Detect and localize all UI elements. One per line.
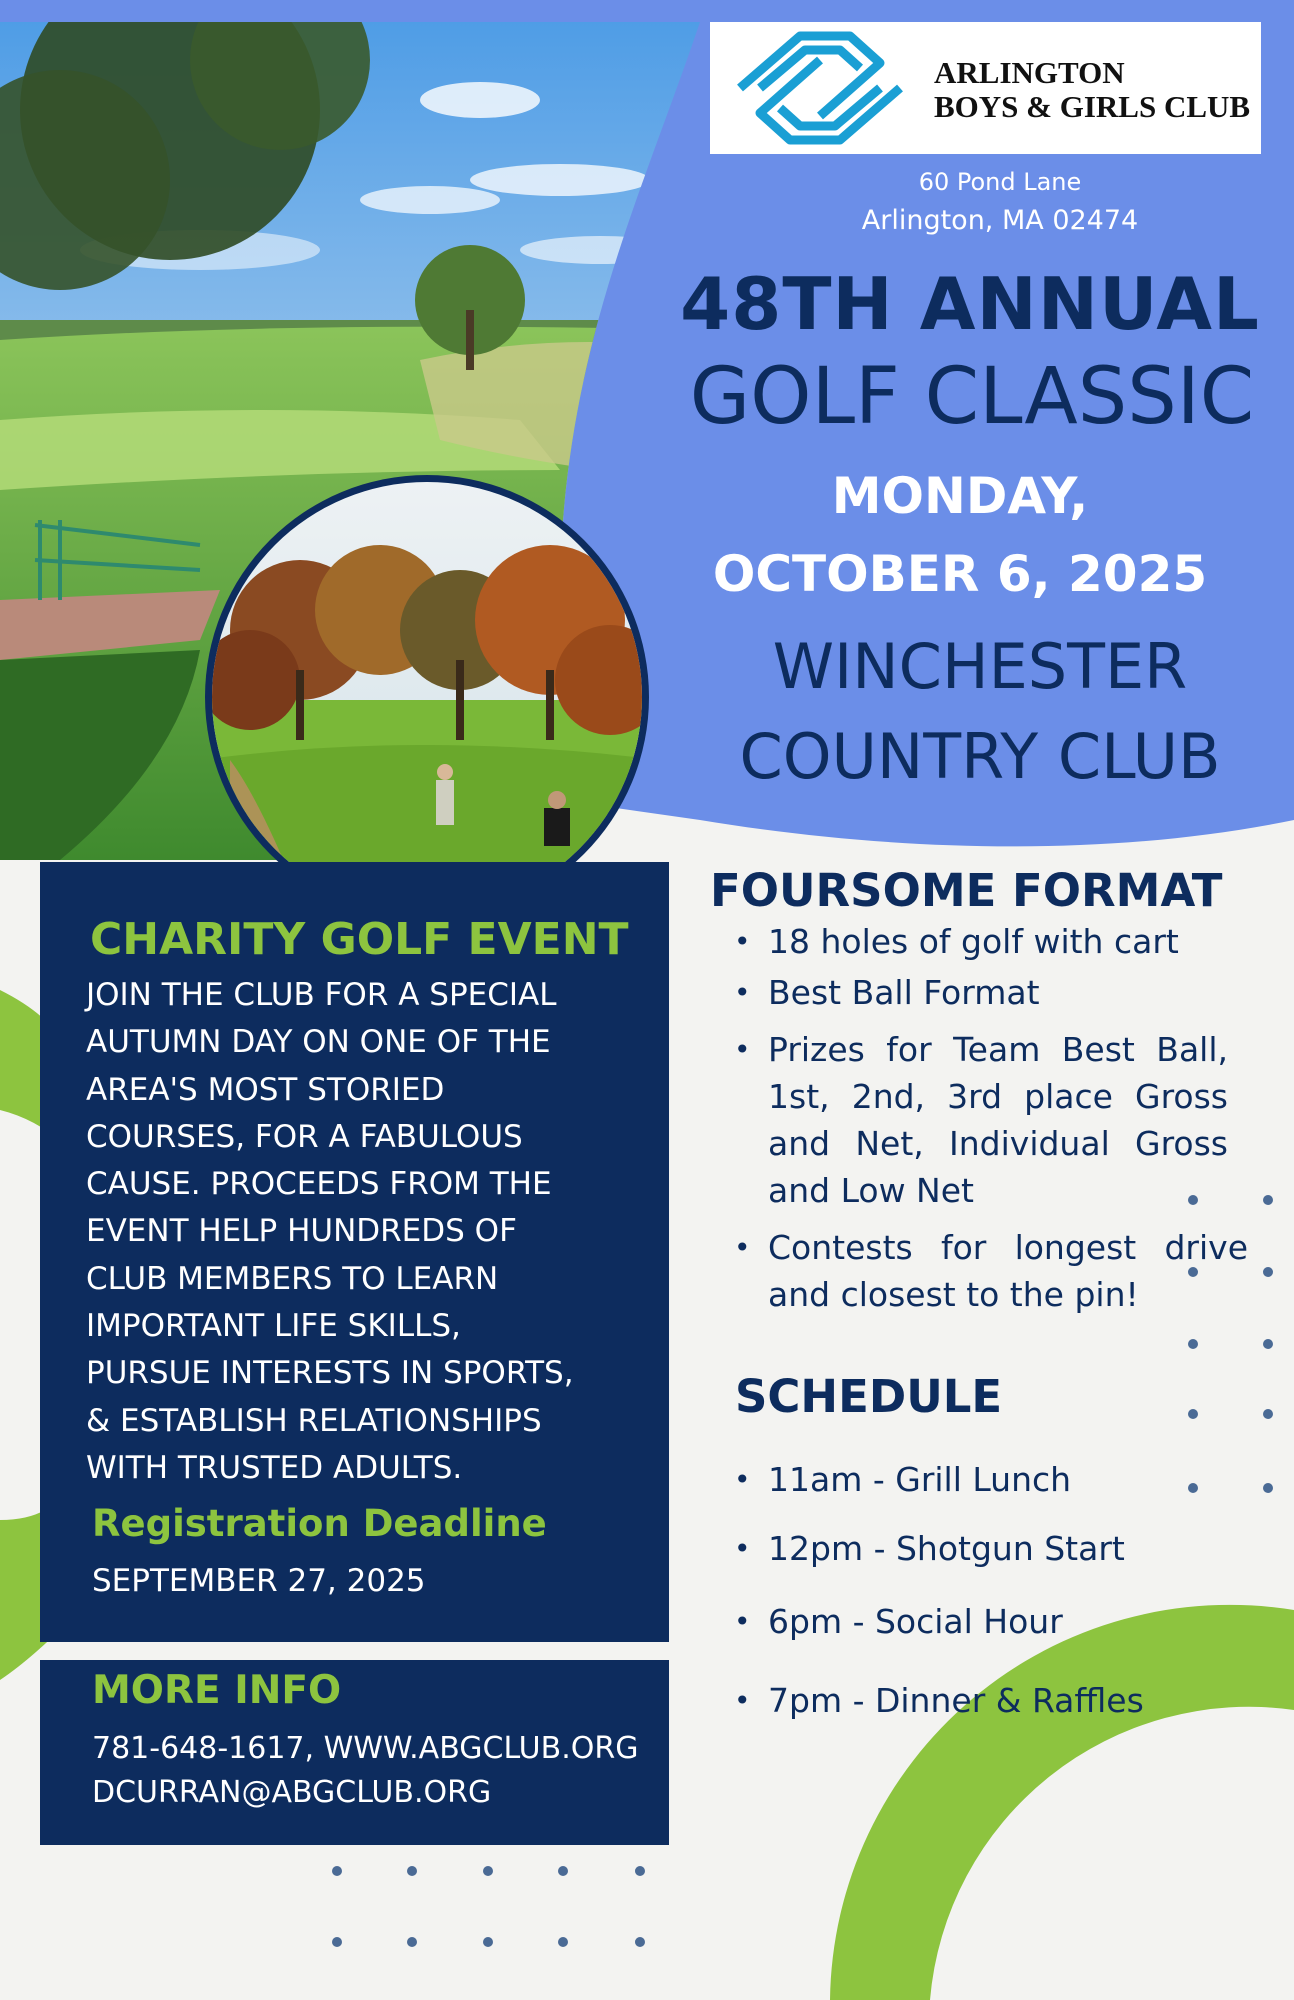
venue-line-2: COUNTRY CLUB [739,720,1221,793]
list-item: • 12pm - Shotgun Start [734,1524,1214,1574]
headline-annual: 48TH ANNUAL [680,262,1260,346]
dot-grid-bottom [332,1866,645,1947]
charity-line: & ESTABLISH RELATIONSHIPS [86,1402,542,1439]
contact-email[interactable]: DCURRAN@ABGCLUB.ORG [92,1775,492,1810]
charity-line: WITH TRUSTED ADULTS. [86,1449,463,1486]
list-item: • Best Ball Format [734,969,1234,1016]
address-line-2: Arlington, MA 02474 [861,205,1139,236]
charity-title: CHARITY GOLF EVENT [90,914,629,965]
charity-line: JOIN THE CLUB FOR A SPECIAL [86,977,557,1013]
logo-line-1: ARLINGTON [934,55,1125,90]
registration-deadline-date: SEPTEMBER 27, 2025 [92,1563,426,1599]
contact-phone-website[interactable]: 781-648-1617, WWW.ABGCLUB.ORG [92,1731,639,1766]
list-item: • 6pm - Social Hour [734,1597,1214,1647]
list-item: • 11am - Grill Lunch [734,1455,1214,1505]
list-item: • Contests for longest drive and closest to the pin! [734,1224,1248,1318]
logo-box [710,22,1261,154]
logo-text [934,56,1250,124]
list-item: • 18 holes of golf with cart [734,918,1234,965]
format-title: FOURSOME FORMAT [710,864,1223,917]
charity-line: EVENT HELP HUNDREDS OF [86,1213,517,1250]
event-day: MONDAY, [831,467,1089,525]
charity-line: CAUSE. PROCEEDS FROM THE [86,1166,552,1203]
charity-description [86,972,666,1492]
registration-deadline-label: Registration Deadline [92,1502,547,1545]
more-info-title: MORE INFO [92,1668,342,1713]
charity-line: PURSUE INTERESTS IN SPORTS, [86,1355,574,1392]
list-item: • Prizes for Team Best Ball, 1st, 2nd, 3rd place Gross and Net, Individual Gross and Low Net [734,1026,1228,1214]
headline-golf-classic: GOLF CLASSIC [689,352,1255,442]
address-line-1: 60 Pond Lane [918,168,1082,196]
venue-line-1: WINCHESTER [772,630,1188,703]
charity-line: AREA'S MOST STORIED [86,1071,445,1108]
list-item: • 7pm - Dinner & Raffles [734,1676,1214,1726]
charity-line: AUTUMN DAY ON ONE OF THE [86,1024,551,1061]
charity-line: IMPORTANT LIFE SKILLS, [86,1308,461,1345]
charity-line: CLUB MEMBERS TO LEARN [86,1260,499,1297]
schedule-title: SCHEDULE [735,1370,1003,1423]
logo-line-2: BOYS & GIRLS CLUB [934,89,1251,124]
format-list [734,918,1248,1318]
boys-girls-club-logo-icon [720,28,920,148]
schedule-list [734,1455,1214,1726]
event-date: OCTOBER 6, 2025 [712,545,1208,603]
charity-line: COURSES, FOR A FABULOUS [86,1118,523,1155]
